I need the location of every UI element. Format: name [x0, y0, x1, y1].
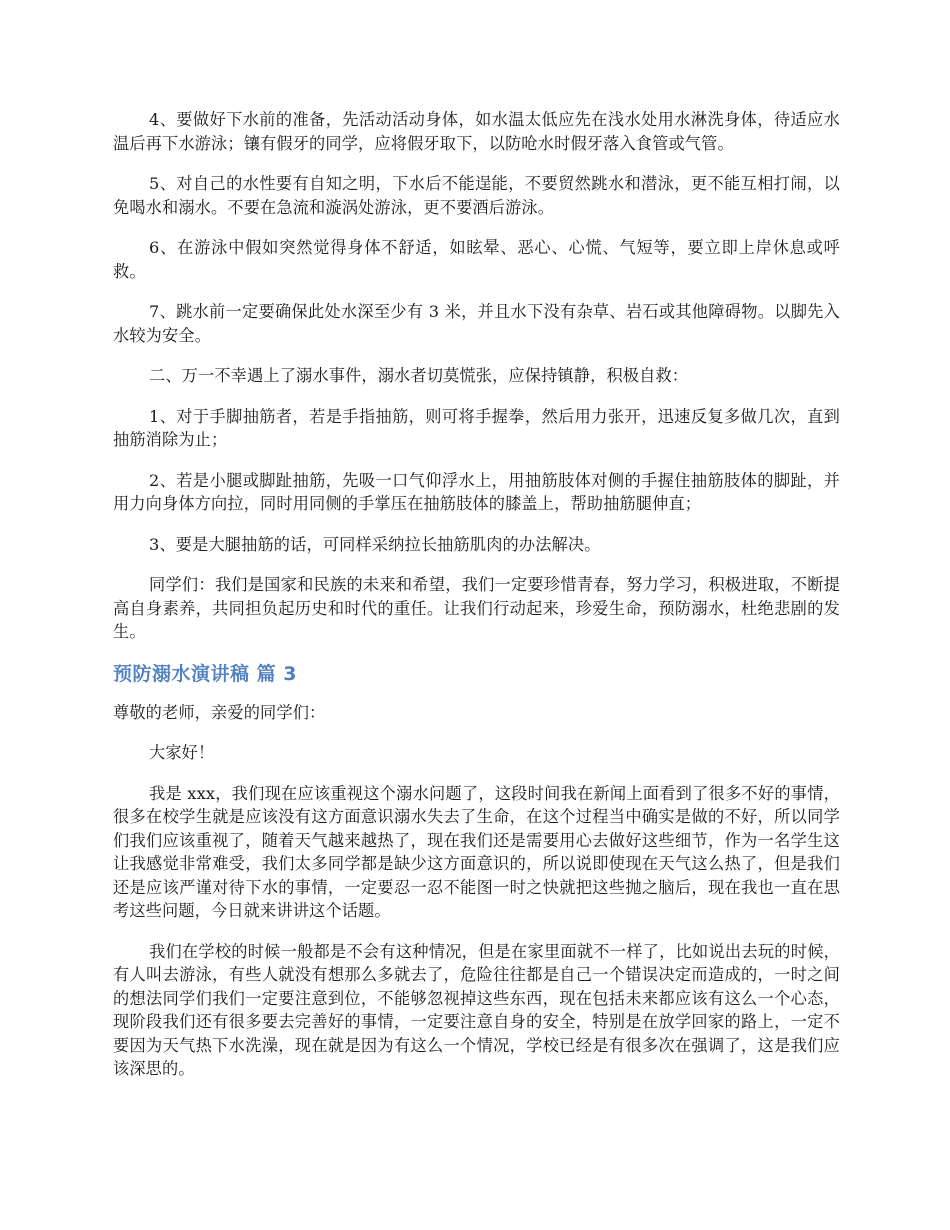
greeting: 大家好！	[149, 743, 215, 762]
closing-paragraph: 同学们：我们是国家和民族的未来和希望，我们一定要珍惜青春，努力学习，积极进取，不断提高自身素养，共同担负起历史和时代的重任。让我们行动起来，珍爱生命，预防溺水，杜绝悲剧的发生。	[113, 575, 840, 641]
self-rescue-tip-3: 3、要是大腿抽筋的话，可同样采纳拉长抽筋肌肉的办法解决。	[149, 534, 601, 554]
self-rescue-tip-1: 1、对于手脚抽筋者，若是手指抽筋，则可将手握拳，然后用力张开，迅速反复多做几次，直到抽筋消除为止；	[113, 406, 840, 449]
document-page	[113, 108, 840, 1098]
self-rescue-tip-2: 2、若是小腿或脚趾抽筋，先吸一口气仰浮水上，用抽筋肢体对侧的手握住抽筋肢体的脚趾，并用力向身体方向拉，同时用同侧的手掌压在抽筋肢体的膝盖上，帮助抽筋腿伸直；	[113, 470, 840, 513]
self-rescue-heading: 二、万一不幸遇上了溺水事件，溺水者切莫慌张，应保持镇静，积极自救：	[149, 366, 689, 385]
safety-tip-5: 5、对自己的水性要有自知之明，下水后不能逞能，不要贸然跳水和潜泳，更不能互相打闹，以免喝水和溺水。不要在急流和漩涡处游泳，更不要酒后游泳。	[113, 174, 840, 217]
article-3-paragraph-1: 我是 xxx，我们现在应该重视这个溺水问题了，这段时间我在新闻上面看到了很多不好的事情，很多在校学生就是应该没有这方面意识溺水失去了生命，在这个过程当中确实是做的不好，所以同学们我们应该重视了，随着天气越来越热了，现在我们还是需要用心去做好这些细节，作为一名学生这让我感觉非常难受，我们太多同学都是缺少这方面意识的，所以说即使现在天气这么热了，但是我们还是应该严谨对待下水的事情，一定要忍一忍不能图一时之快就把这些抛之脑后，现在我也一直在思考这些问题，今日就来讲讲这个话题。	[113, 783, 840, 920]
safety-tip-7: 7、跳水前一定要确保此处水深至少有 3 米，并且水下没有杂草、岩石或其他障碍物。以脚先入水较为安全。	[113, 302, 840, 345]
article-3-paragraph-2: 我们在学校的时候一般都是不会有这种情况，但是在家里面就不一样了，比如说出去玩的时候，有人叫去游泳，有些人就没有想那么多就去了，危险往往都是自己一个错误决定而造成的，一时之间的想法同学们我们一定要注意到位，不能够忽视掉这些东西，现在包括未来都应该有这么一个心态，现阶段我们还有很多要去完善好的事情，一定要注意自身的安全，特别是在放学回家的路上，一定不要因为天气热下水洗澡，现在就是因为有这么一个情况，学校已经是有很多次在强调了，这是我们应该深思的。	[113, 941, 840, 1078]
safety-tip-4: 4、要做好下水前的准备，先活动活动身体，如水温太低应先在浅水处用水淋洗身体，待适应水温后再下水游泳；镶有假牙的同学，应将假牙取下，以防呛水时假牙落入食管或气管。	[113, 110, 840, 153]
salutation: 尊敬的老师，亲爱的同学们：	[113, 702, 326, 722]
article-3-title: 预防溺水演讲稿 篇 3	[113, 662, 297, 685]
safety-tip-6: 6、在游泳中假如突然觉得身体不舒适，如眩晕、恶心、心慌、气短等，要立即上岸休息或呼救。	[113, 238, 840, 281]
